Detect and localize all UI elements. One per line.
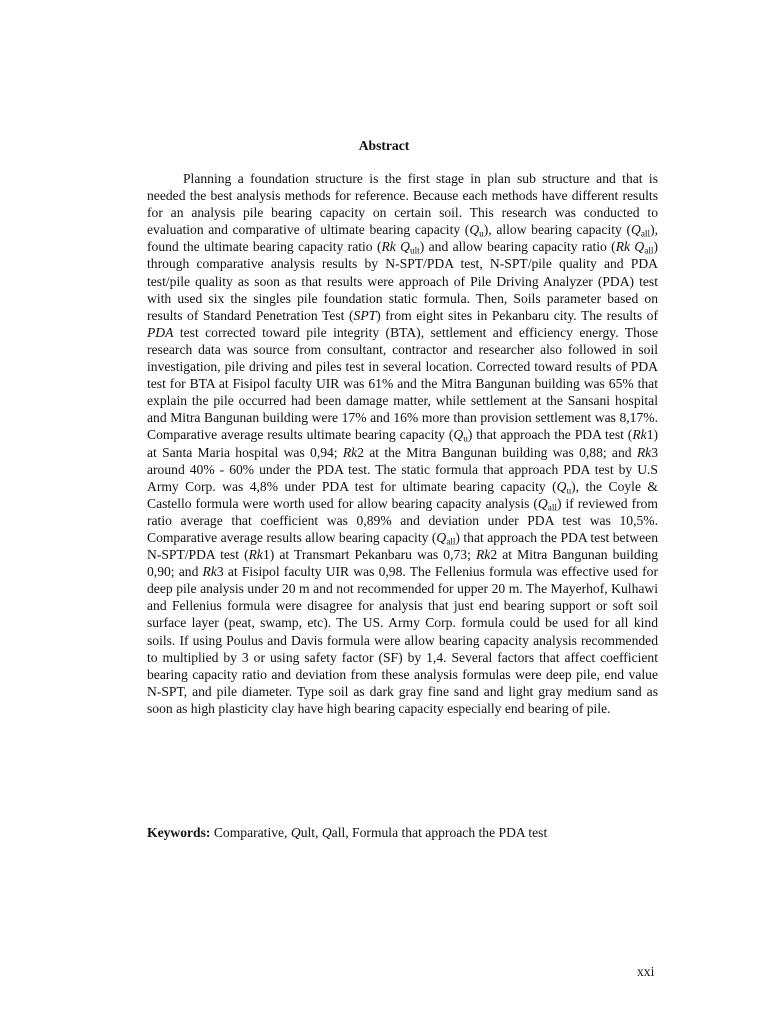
page-number: xxi xyxy=(637,964,655,979)
abstract-title: Abstract xyxy=(358,138,410,153)
keywords-label: Keywords: xyxy=(147,825,211,840)
keywords-text: Comparative, Qult, Qall, Formula that approach the PDA test xyxy=(210,825,548,840)
keywords-line xyxy=(147,824,658,841)
abstract-paragraph: Planning a foundation structure is the first stage in plan sub structure and that is needed the best analysis methods for reference. Because each methods have different results for an analysis pile bearing capacity on certain soil. This research was conducted to evaluation and comparative of ultimate bearing capacity $(Q_u)$, allow bearing capacity $(Q_{all})$, found the ultimate bearing capacity ratio (Rk $Q_{ult}$) and allow bearing capacity ratio (Rk $Q_{all}$) through comparative analysis results by N-SPT/PDA test, N-SPT/pile quality and PDA test/pile quality as soon as that results were approach of Pile Driving Analyzer (PDA) test with used six the singles pile foundation static formula. Then, Soils parameter based on results of Standard Penetration Test (SPT) from eight sites in Pekanbaru city. The results of PDA test corrected toward pile integrity (BTA), settlement and efficiency energy. Those research data was source from consultant, contractor and researcher also followed in soil investigation, pile driving and piles test in several location. Corrected toward results of PDA test for BTA at Fisipol faculty UIR was 61% and the Mitra Bangunan building was 65% that explain the pile occurred had been damage matter, while settlement at the Sansani hospital and Mitra Bangunan building were 17% and 16% more than provision settlement was 8,17%. Comparative average results ultimate bearing capacity $(Q_u)$ that approach the PDA test (Rk1) at Santa Maria hospital was 0,94; Rk2 at the Mitra Bangunan building was 0,88; and Rk3 around 40% - 60% under the PDA test. The static formula that approach PDA test by U.S Army Corp. was 4,8% under PDA test for ultimate bearing capacity $(Q_u)$, the Coyle & Castello formula were worth used for allow bearing capacity analysis $(Q_{all})$ if reviewed from ratio average that coefficient was 0,89% and deviation under PDA test was 10,5%. Comparative average results allow bearing capacity $(Q_{all})$ that approach the PDA test between N-SPT/PDA test (Rk1) at Transmart Pekanbaru was 0,73; Rk2 at Mitra Bangunan building 0,90; and Rk3 at Fisipol faculty UIR was 0,98. The Fellenius formula was effective used for deep pile analysis under 20 m and not recommended for upper 20 m. The Mayerhof, Kulhawi and Fellenius formula were disagree for analysis that just end bearing support or soft soil surface layer (peat, swamp, etc). The US. Army Corp. formula could be used for all kind soils. If using Poulus and Davis formula were allow bearing capacity analysis recommended to multiplied by 3 or using safety factor (SF) by 1,4. Several factors that affect coefficient bearing capacity ratio and deviation from these analysis formulas were deep pile, end value N-SPT, and pile diameter. Type soil as dark gray fine sand and light gray medium sand as soon as high plasticity clay have high bearing capacity especially end bearing of pile. xyxy=(147,171,659,716)
